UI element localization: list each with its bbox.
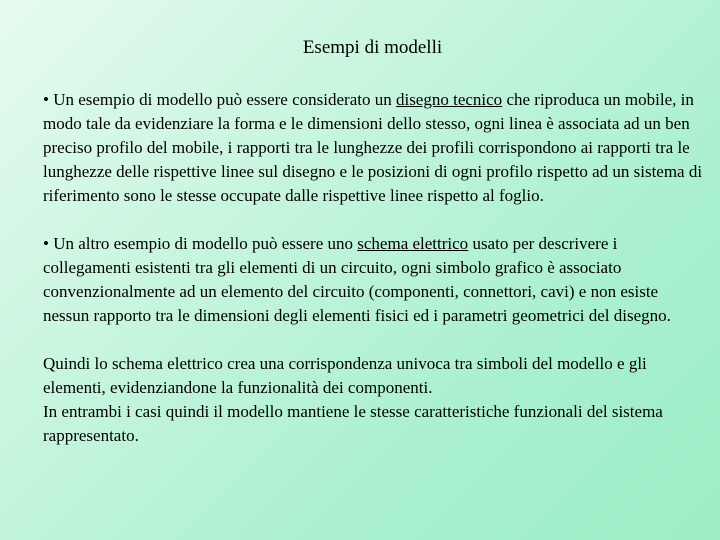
conclusion-line-2: In entrambi i casi quindi il modello mantiene le stesse caratteristiche funzionali del sistema rappresentato. bbox=[43, 402, 663, 445]
paragraph-conclusion bbox=[43, 352, 705, 448]
paragraph-text-rest: che riproduca un mobile, in modo tale da evidenziare la forma e le dimensioni dello stesso, ogni linea è associata ad un ben preciso profilo del mobile, i rapporti tra le lunghezze dei profili corrispondono ai rapporti tra le lunghezze delle rispettive linee sul disegno e le posizioni di ogni profilo rispetto ad un sistema di riferimento sono le stesse occupate dalle rispettive linee rispetto al foglio. bbox=[43, 90, 703, 205]
bullet: • bbox=[43, 234, 49, 253]
underlined-term-schema-elettrico: schema elettrico bbox=[357, 234, 469, 253]
underlined-term-disegno-tecnico: disegno tecnico bbox=[395, 90, 503, 109]
conclusion-line-1: Quindi lo schema elettrico crea una corrispondenza univoca tra simboli del modello e gli elementi, evidenziandone la funzionalità dei componenti. bbox=[43, 354, 647, 397]
paragraph-text-rest: usato per descrivere i collegamenti esistenti tra gli elementi di un circuito, ogni simbolo grafico è associato convenzionalmente ad un elemento del circuito (componenti, connettori, cavi) e non esiste nessun rapporto tra le dimensioni degli elementi fisici ed i parametri geometrici del disegno. bbox=[43, 234, 671, 325]
paragraph-schema-elettrico bbox=[43, 232, 705, 328]
paragraph-text-start: Un altro esempio di modello può essere uno bbox=[48, 234, 358, 253]
paragraph-disegno-tecnico bbox=[43, 88, 705, 208]
slide-body bbox=[43, 88, 705, 448]
bullet: • bbox=[43, 90, 49, 109]
paragraph-text-start: Un esempio di modello può essere considerato un bbox=[48, 90, 396, 109]
slide-title: Esempi di modelli bbox=[302, 37, 443, 58]
